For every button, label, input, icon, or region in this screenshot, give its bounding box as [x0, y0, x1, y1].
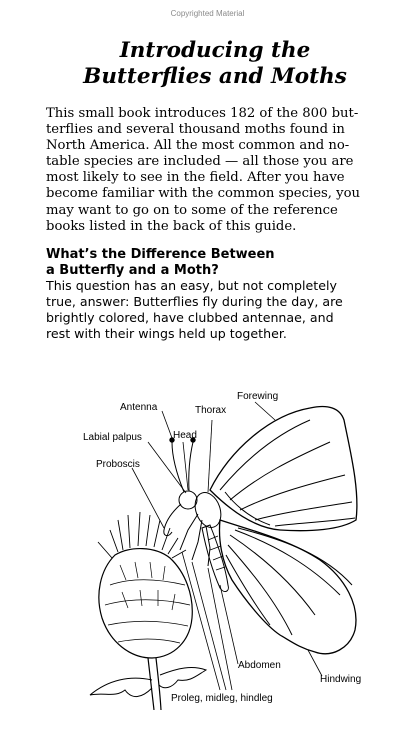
label-hindwing: Hindwing	[320, 674, 362, 685]
title-line: Butterflies and Moths	[83, 64, 347, 89]
forewing-shape	[210, 407, 357, 531]
label-proboscis: Proboscis	[96, 459, 140, 470]
thistle-stem	[148, 658, 161, 710]
intro-line: become familiar with the common species, you	[46, 186, 361, 202]
label-antenna: Antenna	[120, 402, 158, 413]
label-labial-palpus: Labial palpus	[83, 432, 142, 443]
heading-line: What’s the Difference Between	[46, 247, 275, 262]
answer-line: true, answer: Butterflies fly during the day, are	[46, 293, 343, 309]
intro-line: terflies and several thousand moths found in	[46, 122, 345, 138]
answer-line: This question has an easy, but not completely	[46, 278, 337, 293]
intro-paragraph	[46, 106, 386, 235]
intro-line: may want to go on to some of the reference	[46, 202, 338, 218]
butterfly-illustration	[60, 380, 400, 710]
heading-line: a Butterfly and a Moth?	[46, 262, 219, 278]
answer-line: rest with their wings held up together.	[46, 325, 287, 341]
intro-line: books listed in the back of this guide.	[46, 218, 297, 234]
answer-line: brightly colored, have clubbed antennae, and	[46, 309, 334, 325]
hindwing-shape	[220, 520, 356, 654]
copyright-notice: Copyrighted Material	[170, 9, 245, 18]
label-legs: Proleg, midleg, hindleg	[171, 693, 273, 704]
abdomen-shape	[202, 525, 228, 592]
label-forewing: Forewing	[237, 391, 279, 402]
page-title	[0, 38, 415, 90]
label-head: Head	[173, 430, 197, 441]
intro-line: This small book introduces 182 of the 800 but-	[46, 106, 359, 121]
thistle-leaf	[90, 678, 152, 696]
intro-line: most likely to see in the field. After you have	[46, 170, 345, 186]
intro-line: North America. All the most common and no-	[46, 138, 350, 154]
intro-line: table species are included — all those you are	[46, 154, 354, 170]
answer-paragraph	[46, 278, 386, 342]
section-heading	[46, 247, 386, 278]
label-abdomen: Abdomen	[238, 660, 281, 671]
butterfly-anatomy-diagram	[60, 380, 400, 710]
head-shape	[179, 491, 197, 509]
title-line: Introducing the	[119, 38, 311, 63]
label-thorax: Thorax	[195, 405, 227, 416]
